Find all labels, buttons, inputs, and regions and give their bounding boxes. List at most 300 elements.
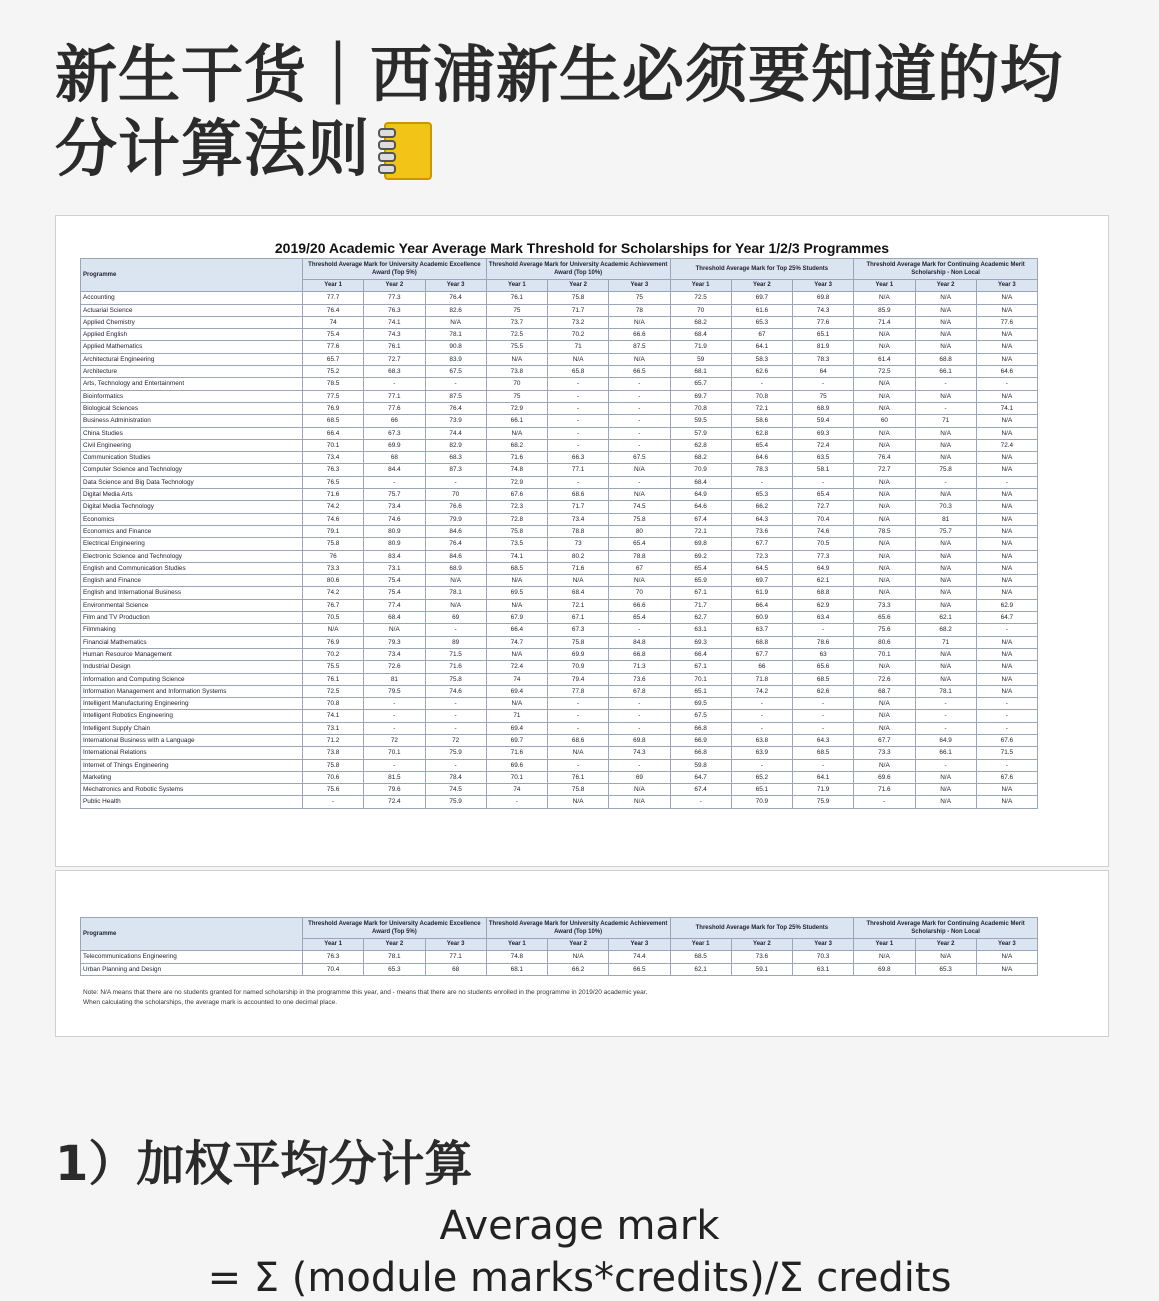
threshold-value: -: [425, 476, 486, 488]
table-row: [81, 378, 1038, 390]
threshold-value: N/A: [548, 951, 609, 963]
year-header: Year 2: [915, 939, 976, 951]
threshold-value: 65.7: [670, 378, 731, 390]
threshold-value: N/A: [976, 464, 1037, 476]
threshold-value: 76.1: [548, 771, 609, 783]
threshold-value: 66.8: [670, 722, 731, 734]
threshold-value: -: [731, 476, 792, 488]
threshold-value: 67.3: [548, 624, 609, 636]
threshold-value: 64.3: [793, 734, 854, 746]
threshold-value: N/A: [548, 796, 609, 808]
threshold-value: 68: [364, 452, 425, 464]
threshold-value: 75.5: [486, 341, 547, 353]
threshold-value: N/A: [609, 575, 670, 587]
programme-name: Financial Mathematics: [81, 636, 303, 648]
table-note: When calculating the scholarships, the average mark is accounted to one decimal place.: [83, 999, 338, 1006]
threshold-value: 66.8: [609, 648, 670, 660]
threshold-value: 75.6: [303, 784, 364, 796]
threshold-value: 80.2: [548, 550, 609, 562]
threshold-value: 78.1: [425, 329, 486, 341]
threshold-value: 70.8: [670, 402, 731, 414]
table-row: [81, 329, 1038, 341]
threshold-value: 79.3: [364, 636, 425, 648]
threshold-value: 74.1: [486, 550, 547, 562]
threshold-value: N/A: [915, 673, 976, 685]
threshold-value: 66.6: [609, 329, 670, 341]
programme-name: Applied Chemistry: [81, 316, 303, 328]
programme-name: Intelligent Manufacturing Engineering: [81, 698, 303, 710]
threshold-value: 73.4: [364, 648, 425, 660]
threshold-value: -: [609, 390, 670, 402]
threshold-value: 72.3: [731, 550, 792, 562]
threshold-value: 59.1: [731, 963, 792, 975]
threshold-value: 77.3: [364, 292, 425, 304]
scholarship-table-image: [55, 215, 1109, 867]
threshold-value: 62.7: [670, 612, 731, 624]
threshold-value: 68.7: [854, 685, 915, 697]
table-row: [81, 698, 1038, 710]
threshold-value: 72.7: [854, 464, 915, 476]
threshold-value: 75.4: [303, 329, 364, 341]
threshold-value: 75.8: [425, 673, 486, 685]
threshold-value: N/A: [915, 587, 976, 599]
programme-name: Electrical Engineering: [81, 538, 303, 550]
table-note: Note: N/A means that there are no students granted for named scholarship in the programme this year, and - means that there are no students enrolled in the programme in 2019/20 academic year.: [83, 989, 648, 996]
threshold-value: -: [364, 759, 425, 771]
threshold-value: -: [609, 427, 670, 439]
threshold-value: 74.2: [303, 587, 364, 599]
year-header: Year 2: [364, 280, 425, 292]
threshold-value: 66.4: [486, 624, 547, 636]
threshold-value: 67.9: [486, 612, 547, 624]
year-header: Year 1: [486, 280, 547, 292]
threshold-value: 67.5: [425, 366, 486, 378]
table-row: [81, 734, 1038, 746]
threshold-value: 72.4: [486, 661, 547, 673]
threshold-value: 71.5: [425, 648, 486, 660]
threshold-value: 60: [854, 415, 915, 427]
table-row: [81, 439, 1038, 451]
threshold-value: 73.4: [364, 501, 425, 513]
threshold-value: N/A: [486, 698, 547, 710]
threshold-value: N/A: [854, 427, 915, 439]
threshold-value: 75.8: [548, 784, 609, 796]
threshold-value: 64.9: [670, 489, 731, 501]
threshold-value: 70.9: [731, 796, 792, 808]
threshold-value: N/A: [854, 489, 915, 501]
programme-name: Actuarial Science: [81, 304, 303, 316]
group-header: Threshold Average Mark for University Academic Excellence Award (Top 5%): [303, 918, 487, 939]
threshold-value: 71.6: [486, 452, 547, 464]
group-header: Threshold Average Mark for University Academic Achievement Award (Top 10%): [486, 918, 670, 939]
threshold-value: 68.2: [670, 316, 731, 328]
programme-name: Internet of Things Engineering: [81, 759, 303, 771]
threshold-value: N/A: [854, 759, 915, 771]
year-header: Year 2: [364, 939, 425, 951]
threshold-value: 74.6: [303, 513, 364, 525]
threshold-value: N/A: [915, 648, 976, 660]
threshold-value: N/A: [915, 427, 976, 439]
programme-name: Intelligent Robotics Engineering: [81, 710, 303, 722]
threshold-value: 71.6: [425, 661, 486, 673]
table-row: [81, 612, 1038, 624]
threshold-value: 62.6: [793, 685, 854, 697]
threshold-value: 82.9: [425, 439, 486, 451]
threshold-value: 70: [486, 378, 547, 390]
threshold-value: 73.3: [854, 747, 915, 759]
threshold-value: 78.5: [303, 378, 364, 390]
threshold-value: 67.3: [364, 427, 425, 439]
threshold-value: 74.8: [486, 464, 547, 476]
threshold-value: 84.6: [425, 550, 486, 562]
threshold-value: 69.3: [670, 636, 731, 648]
threshold-value: 70.4: [303, 963, 364, 975]
threshold-value: 62.1: [915, 612, 976, 624]
threshold-value: -: [548, 476, 609, 488]
programme-name: International Business with a Language: [81, 734, 303, 746]
table-row: [81, 513, 1038, 525]
table-row: [81, 390, 1038, 402]
threshold-value: 75.4: [364, 575, 425, 587]
programme-name: China Studies: [81, 427, 303, 439]
threshold-value: -: [548, 427, 609, 439]
threshold-value: 83.9: [425, 353, 486, 365]
table-row: [81, 648, 1038, 660]
programme-name: Industrial Design: [81, 661, 303, 673]
threshold-value: 72.5: [486, 329, 547, 341]
threshold-value: 71.5: [976, 747, 1037, 759]
threshold-value: -: [425, 710, 486, 722]
threshold-value: 73.4: [303, 452, 364, 464]
table-row: [81, 759, 1038, 771]
programme-name: Human Resource Management: [81, 648, 303, 660]
threshold-value: 68.3: [364, 366, 425, 378]
threshold-value: 75.8: [548, 636, 609, 648]
threshold-value: 70.8: [731, 390, 792, 402]
threshold-value: -: [793, 698, 854, 710]
threshold-value: 87.3: [425, 464, 486, 476]
threshold-value: 72.4: [976, 439, 1037, 451]
programme-name: Mechatronics and Robotic Systems: [81, 784, 303, 796]
threshold-value: 74.1: [976, 402, 1037, 414]
threshold-value: 73.7: [486, 316, 547, 328]
threshold-value: 64.5: [731, 562, 792, 574]
threshold-value: 67.7: [854, 734, 915, 746]
threshold-value: 74: [486, 673, 547, 685]
threshold-value: -: [609, 476, 670, 488]
threshold-value: 70.9: [670, 464, 731, 476]
threshold-value: 76.1: [486, 292, 547, 304]
threshold-value: N/A: [976, 963, 1037, 975]
threshold-value: 75: [486, 390, 547, 402]
threshold-value: -: [976, 378, 1037, 390]
threshold-value: 68.4: [364, 612, 425, 624]
threshold-value: 66: [364, 415, 425, 427]
threshold-value: 74.4: [609, 951, 670, 963]
threshold-value: 77.1: [364, 390, 425, 402]
threshold-value: 72.1: [548, 599, 609, 611]
threshold-value: N/A: [976, 292, 1037, 304]
threshold-value: -: [303, 796, 364, 808]
threshold-value: 77.6: [364, 402, 425, 414]
threshold-value: 70.3: [915, 501, 976, 513]
threshold-value: 75.7: [915, 525, 976, 537]
threshold-value: 63.4: [793, 612, 854, 624]
programme-name: Digital Media Arts: [81, 489, 303, 501]
threshold-value: 68.8: [731, 636, 792, 648]
title-text: 新生干货｜西浦新生必须要知道的均分计算法则: [55, 38, 1064, 185]
programme-name: Applied English: [81, 329, 303, 341]
threshold-value: 67: [609, 562, 670, 574]
threshold-value: 76.5: [303, 476, 364, 488]
threshold-value: 64.9: [793, 562, 854, 574]
programme-name: Architecture: [81, 366, 303, 378]
threshold-value: 64.1: [793, 771, 854, 783]
programme-name: English and Finance: [81, 575, 303, 587]
threshold-value: -: [548, 439, 609, 451]
programme-name: Civil Engineering: [81, 439, 303, 451]
threshold-value: N/A: [915, 550, 976, 562]
threshold-value: 78.4: [425, 771, 486, 783]
threshold-value: 67.5: [609, 452, 670, 464]
threshold-value: 68.4: [548, 587, 609, 599]
group-header: Threshold Average Mark for Top 25% Students: [670, 918, 854, 939]
threshold-value: 68.4: [670, 476, 731, 488]
scholarship-table-continued: [55, 870, 1109, 1037]
threshold-value: 79.6: [364, 784, 425, 796]
year-header: Year 2: [731, 280, 792, 292]
threshold-value: 67.6: [976, 771, 1037, 783]
threshold-value: -: [915, 402, 976, 414]
threshold-value: 70.5: [793, 538, 854, 550]
programme-name: Marketing: [81, 771, 303, 783]
threshold-value: 74.6: [793, 525, 854, 537]
threshold-value: 72.9: [486, 476, 547, 488]
threshold-value: 73.8: [303, 747, 364, 759]
threshold-value: N/A: [425, 316, 486, 328]
threshold-value: 67.1: [670, 587, 731, 599]
threshold-value: -: [548, 698, 609, 710]
threshold-value: 64.6: [976, 366, 1037, 378]
threshold-value: 72: [364, 734, 425, 746]
threshold-value: -: [793, 759, 854, 771]
table-row: [81, 501, 1038, 513]
threshold-value: N/A: [976, 636, 1037, 648]
threshold-value: N/A: [548, 575, 609, 587]
threshold-value: 71.6: [548, 562, 609, 574]
formula-line-2: = Σ (module marks*credits)/Σ credits: [207, 1255, 952, 1301]
threshold-value: 66.5: [609, 366, 670, 378]
threshold-value: 76: [303, 550, 364, 562]
table-row: [81, 489, 1038, 501]
threshold-value: 70: [609, 587, 670, 599]
threshold-value: 65.2: [731, 771, 792, 783]
threshold-value: 69.9: [548, 648, 609, 660]
threshold-value: N/A: [915, 562, 976, 574]
table-title: 2019/20 Academic Year Average Mark Threshold for Scholarships for Year 1/2/3 Programmes: [274, 240, 890, 256]
threshold-value: 75.4: [364, 587, 425, 599]
threshold-value: N/A: [854, 501, 915, 513]
year-header: Year 1: [854, 280, 915, 292]
threshold-value: 65.8: [548, 366, 609, 378]
year-header: Year 3: [976, 280, 1037, 292]
threshold-value: N/A: [976, 685, 1037, 697]
programme-name: Accounting: [81, 292, 303, 304]
threshold-value: 70.4: [793, 513, 854, 525]
programme-name: Digital Media Technology: [81, 501, 303, 513]
threshold-value: N/A: [609, 796, 670, 808]
threshold-value: 78.8: [548, 525, 609, 537]
threshold-value: N/A: [364, 624, 425, 636]
threshold-value: -: [364, 722, 425, 734]
programme-header: Programme: [81, 259, 303, 292]
threshold-value: 62.9: [793, 599, 854, 611]
threshold-value: 67.7: [731, 648, 792, 660]
year-header: Year 1: [486, 939, 547, 951]
threshold-value: N/A: [854, 390, 915, 402]
threshold-value: 75.7: [364, 489, 425, 501]
threshold-value: -: [425, 722, 486, 734]
threshold-value: 66.4: [670, 648, 731, 660]
threshold-value: -: [609, 378, 670, 390]
threshold-value: 66.9: [670, 734, 731, 746]
threshold-value: 68.3: [425, 452, 486, 464]
threshold-value: N/A: [548, 747, 609, 759]
threshold-value: 59.8: [670, 759, 731, 771]
threshold-value: -: [548, 390, 609, 402]
threshold-value: -: [793, 710, 854, 722]
year-header: Year 2: [548, 939, 609, 951]
group-header: Threshold Average Mark for University Academic Excellence Award (Top 5%): [303, 259, 487, 280]
threshold-value: N/A: [915, 329, 976, 341]
threshold-value: -: [976, 624, 1037, 636]
threshold-value: -: [609, 759, 670, 771]
threshold-value: 69.9: [364, 439, 425, 451]
threshold-value: 75.2: [303, 366, 364, 378]
threshold-value: -: [548, 402, 609, 414]
threshold-value: 77.3: [793, 550, 854, 562]
table-row: [81, 636, 1038, 648]
table-row: [81, 538, 1038, 550]
threshold-value: 65.1: [670, 685, 731, 697]
threshold-value: 74: [486, 784, 547, 796]
threshold-value: N/A: [854, 661, 915, 673]
year-header: Year 3: [793, 939, 854, 951]
group-header: Threshold Average Mark for University Academic Achievement Award (Top 10%): [486, 259, 670, 280]
programme-name: Arts, Technology and Entertainment: [81, 378, 303, 390]
threshold-value: 69.5: [670, 698, 731, 710]
threshold-value: 76.4: [854, 452, 915, 464]
threshold-value: -: [793, 624, 854, 636]
threshold-value: N/A: [915, 538, 976, 550]
threshold-value: 68.2: [486, 439, 547, 451]
threshold-value: 69.6: [486, 759, 547, 771]
threshold-value: 66.8: [670, 747, 731, 759]
table-row: [81, 292, 1038, 304]
threshold-value: 74.3: [609, 747, 670, 759]
table-row: [81, 575, 1038, 587]
threshold-value: 71: [548, 341, 609, 353]
threshold-value: N/A: [976, 489, 1037, 501]
threshold-value: 90.8: [425, 341, 486, 353]
threshold-value: 66.5: [609, 963, 670, 975]
threshold-value: 72.4: [364, 796, 425, 808]
threshold-value: -: [609, 402, 670, 414]
threshold-value: 76.4: [425, 402, 486, 414]
threshold-value: 77.1: [425, 951, 486, 963]
programme-name: Public Health: [81, 796, 303, 808]
threshold-value: 58.3: [731, 353, 792, 365]
table-row: [81, 304, 1038, 316]
threshold-value: N/A: [976, 673, 1037, 685]
threshold-value: 67.1: [548, 612, 609, 624]
threshold-value: 68.9: [425, 562, 486, 574]
programme-name: Architectural Engineering: [81, 353, 303, 365]
notebook-icon: [374, 118, 432, 178]
programme-name: Computer Science and Technology: [81, 464, 303, 476]
threshold-value: N/A: [854, 550, 915, 562]
programme-name: Urban Planning and Design: [81, 963, 303, 975]
threshold-value: N/A: [854, 698, 915, 710]
threshold-value: 70.1: [364, 747, 425, 759]
threshold-value: 74.1: [364, 316, 425, 328]
threshold-value: 75.8: [609, 513, 670, 525]
threshold-value: 70.1: [670, 673, 731, 685]
threshold-value: 69.3: [793, 427, 854, 439]
threshold-value: 60.9: [731, 612, 792, 624]
threshold-value: 73.9: [425, 415, 486, 427]
threshold-value: 71.9: [670, 341, 731, 353]
threshold-value: 69.7: [670, 390, 731, 402]
threshold-value: 68.5: [486, 562, 547, 574]
table-row: [81, 464, 1038, 476]
threshold-value: N/A: [854, 378, 915, 390]
threshold-value: N/A: [915, 575, 976, 587]
threshold-value: N/A: [609, 353, 670, 365]
threshold-value: N/A: [915, 661, 976, 673]
threshold-value: 62.1: [670, 963, 731, 975]
threshold-value: -: [609, 710, 670, 722]
table-row: [81, 550, 1038, 562]
threshold-value: N/A: [915, 489, 976, 501]
threshold-value: 69.2: [670, 550, 731, 562]
threshold-value: 82.6: [425, 304, 486, 316]
threshold-value: 69.8: [670, 538, 731, 550]
threshold-value: 70.6: [303, 771, 364, 783]
threshold-value: 64.7: [670, 771, 731, 783]
programme-name: Electronic Science and Technology: [81, 550, 303, 562]
threshold-value: 70.1: [303, 439, 364, 451]
threshold-value: 71: [915, 636, 976, 648]
threshold-value: 68.5: [793, 747, 854, 759]
threshold-value: 73.3: [854, 599, 915, 611]
threshold-value: -: [731, 698, 792, 710]
threshold-value: -: [364, 710, 425, 722]
table-row: [81, 366, 1038, 378]
threshold-value: 68.6: [548, 734, 609, 746]
threshold-value: N/A: [854, 329, 915, 341]
threshold-value: 74.3: [793, 304, 854, 316]
threshold-value: 78.3: [793, 353, 854, 365]
threshold-value: 76.3: [303, 951, 364, 963]
threshold-value: 77.4: [364, 599, 425, 611]
threshold-value: 65.7: [303, 353, 364, 365]
year-header: Year 3: [609, 939, 670, 951]
table-row: [81, 624, 1038, 636]
threshold-value: -: [425, 759, 486, 771]
threshold-value: -: [731, 710, 792, 722]
threshold-value: 74.2: [731, 685, 792, 697]
